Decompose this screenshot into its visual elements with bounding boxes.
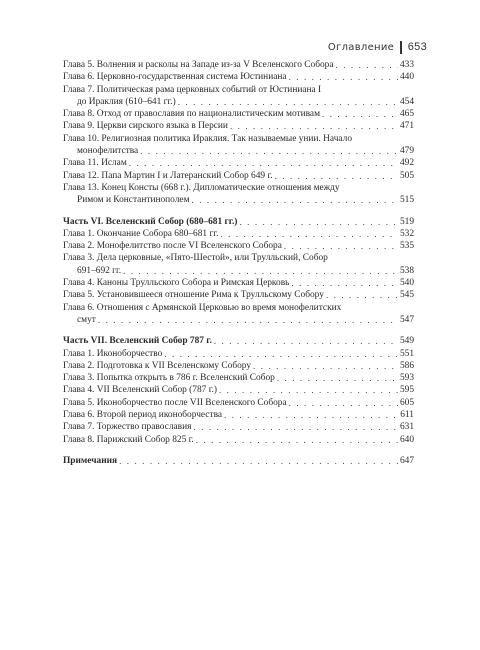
leader-dots <box>119 455 398 467</box>
toc-entry[interactable] <box>63 302 414 327</box>
leader-dots <box>326 289 398 301</box>
toc-entry-title-continued: Римом и Константинополем <box>77 195 190 206</box>
toc-entry[interactable] <box>63 170 414 182</box>
toc-entry-title: Глава 10. Религиозная политика Ираклия. Так называемые унии. Начало <box>63 133 353 144</box>
toc-entry[interactable] <box>63 348 414 360</box>
toc-entry-page: 595 <box>399 385 414 396</box>
toc-entry-page: 547 <box>399 314 414 325</box>
toc-entry-page: 433 <box>399 60 414 70</box>
toc-entry-title: Глава 2. Подготовка к VII Вселенскому Собору <box>63 360 252 371</box>
toc-entry-title: Глава 6. Отношения с Армянской Церковью во время монофелитских <box>63 302 342 313</box>
leader-dots <box>196 434 398 446</box>
toc-entry-title: Глава 3. Дела церковные, «Пято-Шестой», или Трулльский, Собор <box>63 253 328 264</box>
toc-entry[interactable] <box>63 360 414 372</box>
leader-dots <box>230 120 398 132</box>
section-gap <box>63 446 414 455</box>
toc-entry[interactable] <box>63 240 414 252</box>
toc-entry-title: Глава 5. Волнения и расколы на Западе из-за V Вселенского Собора <box>63 60 334 70</box>
leader-dots <box>239 216 398 228</box>
toc-entry-title: Глава 13. Конец Консты (668 г.). Дипломатические отношения между <box>63 182 340 193</box>
leader-dots <box>224 409 398 421</box>
toc-entry[interactable] <box>63 182 414 207</box>
toc-entry[interactable] <box>63 228 414 240</box>
leader-dots <box>192 194 398 206</box>
leader-dots <box>178 96 398 108</box>
toc-entry-page: 532 <box>399 228 414 239</box>
leader-dots <box>284 240 398 252</box>
toc-part-page: 519 <box>399 216 414 227</box>
leader-dots <box>219 384 398 396</box>
toc-entry-page: 440 <box>399 72 414 83</box>
section-gap <box>63 207 414 216</box>
section-gap <box>63 326 414 335</box>
toc-entry-title: Глава 8. Парижский Собор 825 г. <box>63 434 194 445</box>
leader-dots <box>289 71 398 83</box>
toc-entry[interactable] <box>63 372 414 384</box>
toc-entry[interactable] <box>63 277 414 289</box>
toc-entry[interactable] <box>63 434 414 446</box>
leader-dots <box>123 265 398 277</box>
leader-dots <box>291 277 398 289</box>
toc-entry-title-continued: смут <box>77 314 96 325</box>
leader-dots <box>336 59 398 71</box>
toc-entry[interactable] <box>63 108 414 120</box>
toc-entry-title: Глава 5. Иконоборчество после VII Вселенского Собора <box>63 397 287 408</box>
toc-entry-page: 535 <box>399 241 414 252</box>
toc-part-title: Часть VII. Вселенский Собор 787 г. <box>63 336 212 347</box>
toc-entry-title: Глава 1. Иконоборчество <box>63 348 163 359</box>
toc-notes-page: 647 <box>399 455 414 466</box>
leader-dots <box>220 228 398 240</box>
toc-entry[interactable] <box>63 133 414 158</box>
toc-entry-title: Глава 7. Торжество православия <box>63 422 192 433</box>
running-header <box>328 40 427 54</box>
leader-dots <box>164 348 398 360</box>
toc-entry[interactable] <box>63 59 414 71</box>
toc-entry-page: 593 <box>399 373 414 384</box>
toc-entry-page: 505 <box>399 170 414 181</box>
toc-entry-page: 492 <box>399 158 414 169</box>
toc-entry-page: 540 <box>399 278 414 289</box>
toc-entry-page: 586 <box>399 360 414 371</box>
toc-entry-title: Глава 4. Каноны Трулльского Собора и Римская Церковь <box>63 278 290 289</box>
toc-entry-title: Глава 8. Отход от православия по националистическим мотивам <box>63 109 321 120</box>
section-title: Оглавление <box>327 41 395 53</box>
toc-entry-title: Глава 12. Папа Мартин I и Латеранский Собор 649 г. <box>63 170 273 181</box>
toc-entry-title: Глава 1. Окончание Собора 680–681 гг. <box>63 228 219 239</box>
leader-dots <box>214 335 398 347</box>
toc-entry-title: Глава 9. Церкви сирского языка в Персии <box>63 121 228 132</box>
toc-entry[interactable] <box>63 84 414 109</box>
toc-part-page: 549 <box>399 336 414 347</box>
toc-entry[interactable] <box>63 157 414 169</box>
toc-entry[interactable] <box>63 421 414 433</box>
toc-entry-page: 538 <box>399 265 414 276</box>
toc-entry[interactable] <box>63 71 414 83</box>
toc-part-heading[interactable] <box>63 216 414 228</box>
toc-entry-title-continued: монофелитства <box>77 146 139 157</box>
leader-dots <box>253 360 398 372</box>
toc-entry-page: 551 <box>399 348 414 359</box>
toc-entry-page: 611 <box>400 410 414 421</box>
toc-notes-heading[interactable] <box>63 455 414 467</box>
toc-entry-title: Глава 11. Ислам <box>63 158 127 169</box>
toc-entry-page: 454 <box>399 96 414 107</box>
toc-entry-page: 605 <box>399 397 414 408</box>
toc-entry[interactable] <box>63 397 414 409</box>
toc-entry-title-continued: 691–692 гг. <box>77 265 122 276</box>
table-of-contents <box>63 59 414 467</box>
toc-entry[interactable] <box>63 409 414 421</box>
leader-dots <box>140 145 398 157</box>
toc-entry-title: Глава 7. Политическая рама церковных событий от Юстиниана I <box>63 84 322 95</box>
toc-entry-title: Глава 3. Попытка открыть в 786 г. Вселенский Собор <box>63 373 275 384</box>
toc-entry[interactable] <box>63 252 414 277</box>
toc-part-heading[interactable] <box>63 335 414 347</box>
toc-entry-page: 545 <box>399 290 414 301</box>
toc-entry-title: Глава 6. Церковно-государственная система Юстиниана <box>63 72 287 83</box>
toc-part-title: Часть VI. Вселенский Собор (680–681 гг.) <box>63 216 238 227</box>
leader-dots <box>193 421 398 433</box>
toc-entry[interactable] <box>63 384 414 396</box>
toc-entry[interactable] <box>63 120 414 132</box>
leader-dots <box>289 397 398 409</box>
toc-entry-title: Глава 5. Установившееся отношение Рима к Трулльскому Собору <box>63 290 324 301</box>
toc-entry-page: 479 <box>399 146 414 157</box>
header-divider <box>400 41 402 54</box>
toc-notes-title: Примечания <box>63 455 118 466</box>
leader-dots <box>98 314 398 326</box>
toc-entry[interactable] <box>63 289 414 301</box>
toc-entry-page: 471 <box>399 121 414 132</box>
leader-dots <box>277 372 398 384</box>
toc-entry-page: 631 <box>399 422 414 433</box>
toc-entry-page: 640 <box>399 434 414 445</box>
toc-entry-title-continued: до Ираклия (610–641 гг.) <box>77 96 176 107</box>
toc-entry-page: 515 <box>399 195 414 206</box>
leader-dots <box>322 108 398 120</box>
toc-entry-title: Глава 6. Второй период иконоборчества <box>63 410 223 421</box>
toc-entry-title: Глава 4. VII Вселенский Собор (787 г.) <box>63 385 217 396</box>
leader-dots <box>275 170 398 182</box>
toc-entry-page: 465 <box>399 109 414 120</box>
page-number: 653 <box>407 41 427 53</box>
toc-entry-title: Глава 2. Монофелитство после VI Вселенского Собора <box>63 241 282 252</box>
leader-dots <box>129 157 398 169</box>
